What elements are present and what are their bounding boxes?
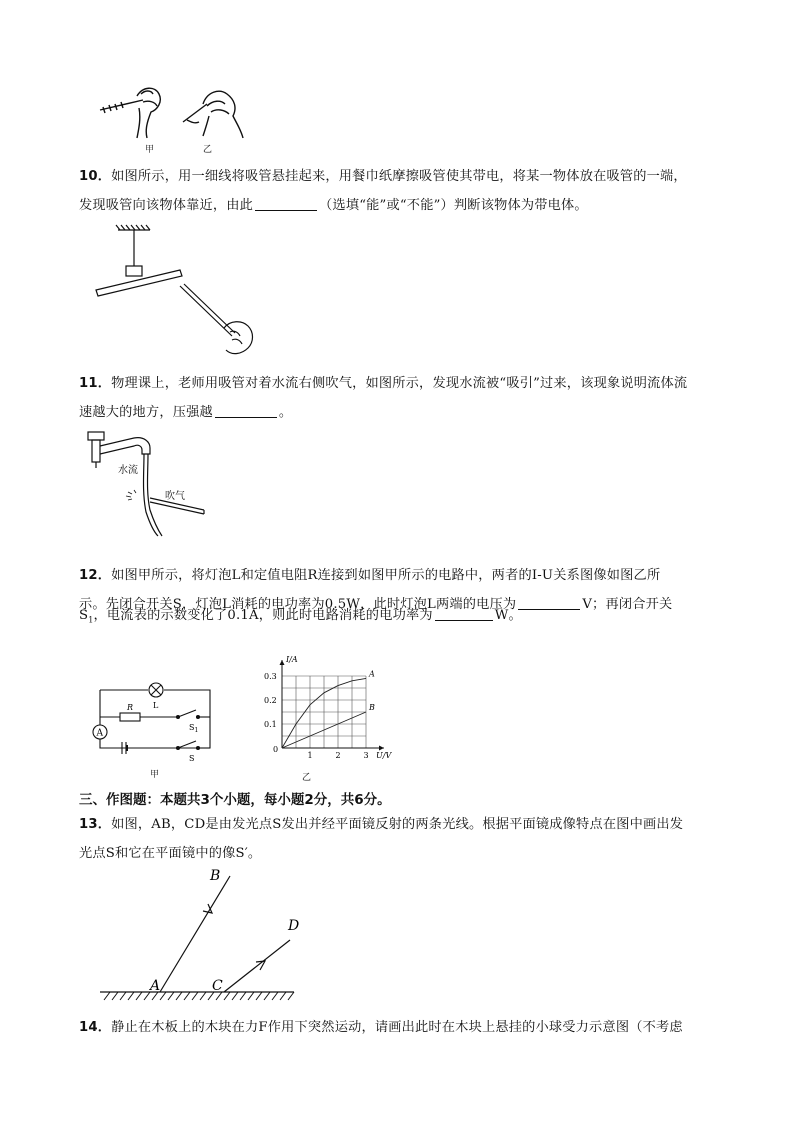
x-tick-label: 1 [307,751,313,760]
point-c-label: C [212,978,223,994]
question-12-line1 [79,567,660,585]
ammeter-label: A [96,728,103,739]
answer-blank[interactable] [518,597,580,610]
switch-s-label: S [189,754,195,763]
y-axis-label: I/A [286,655,298,664]
answer-blank[interactable] [435,608,493,621]
mirror-rays-figure [98,866,298,1011]
x-tick-label: 3 [363,751,369,760]
y-axis-arrow [280,660,285,665]
hand-right-illustration [183,91,243,138]
section-title: 三、作图题：本题共3个小题，每小题2分，共6分。 [79,792,391,808]
faucet-water-figure [88,432,228,542]
question-number: 12． [79,568,112,583]
x-axis-label: U/V [376,751,392,760]
series-label-b: B [369,703,375,712]
resistor-label: R [127,703,134,712]
x-axis-arrow [379,746,384,751]
question-number: 10． [79,169,112,184]
question-10-line1 [79,168,687,186]
hand-rod-left-illustration [100,88,160,138]
question-text: 示。先闭合开关S，灯泡L消耗的电功率为0.5W，此时灯泡L两端的电压为 [79,597,517,612]
question-text: 如图甲所示，将灯泡L和定值电阻R连接到如图甲所示的电路中，两者的I-U关系图像如图乙所 [111,568,661,583]
label-water-flow: 水流 [118,465,138,476]
question-number: 11． [79,376,112,391]
question-text: 如图所示，用一细线将吸管悬挂起来，用餐巾纸摩擦吸管使其带电，将某一物体放在吸管的一端， [111,169,687,184]
label-blow: 吹气 [165,491,185,502]
question-14-line1 [79,1019,683,1037]
caption-yi: 乙 [302,773,312,783]
question-11-line1 [79,375,687,393]
question-11-line2 [79,404,292,422]
question-12-line3 [79,607,522,630]
question-text: 物理课上，老师用吸管对着水流右侧吹气，如图所示，发现水流被“吸引”过来，该现象说明流体流 [111,376,688,391]
question-text: 光点S和它在平面镜中的像S′。 [79,846,262,861]
point-b-label: B [210,868,221,884]
answer-blank[interactable] [255,198,317,211]
x-tick-label: 2 [335,751,341,760]
caption-yi-top: 乙 [203,145,213,155]
question-text: 如图，AB，CD是由发光点S发出并经平面镜反射的两条光线。根据平面镜成像特点在图中画出发 [111,817,684,832]
question-text: ，电流表的示数变化了0.1A，则此时电路消耗的电功率为 [93,608,433,623]
question-text: （选填“能”或“不能”）判断该物体为带电体。 [319,198,588,213]
top-figure [95,82,255,152]
lamp-label: L [153,701,159,710]
question-text: 。 [278,405,293,420]
point-a-label: A [150,978,161,994]
question-text: 速越大的地方，压强越 [79,405,213,420]
question-number: 13． [79,817,112,832]
question-13-line2 [79,845,261,863]
point-d-label: D [288,918,300,934]
question-number: 14． [79,1020,112,1035]
iu-graph [252,642,392,762]
question-text: 静止在木板上的木块在力F作用下突然运动，请画出此时在木块上悬挂的小球受力示意图（不考虑 [111,1020,683,1035]
straw-suspension-figure [92,228,262,363]
y-tick-label: 0.2 [264,696,277,705]
question-text: V；再闭合开关 [582,597,673,612]
y-tick-label: 0.1 [264,720,277,729]
circuit-diagram [92,680,222,763]
series-label-a: A [369,669,375,679]
answer-blank[interactable] [215,405,277,418]
question-text: 发现吸管向该物体靠近，由此 [79,198,254,213]
caption-jia: 甲 [150,770,160,780]
caption-jia-top: 甲 [145,145,155,155]
question-13-line1 [79,816,683,834]
switch-s1-label: $S_1$ [189,723,199,734]
question-text: S [79,608,89,623]
question-10-line2 [79,197,588,215]
origin-label: 0 [273,745,279,754]
subscript: 1 [88,615,94,625]
y-tick-label: 0.3 [264,672,277,681]
question-text: W。 [494,608,522,623]
